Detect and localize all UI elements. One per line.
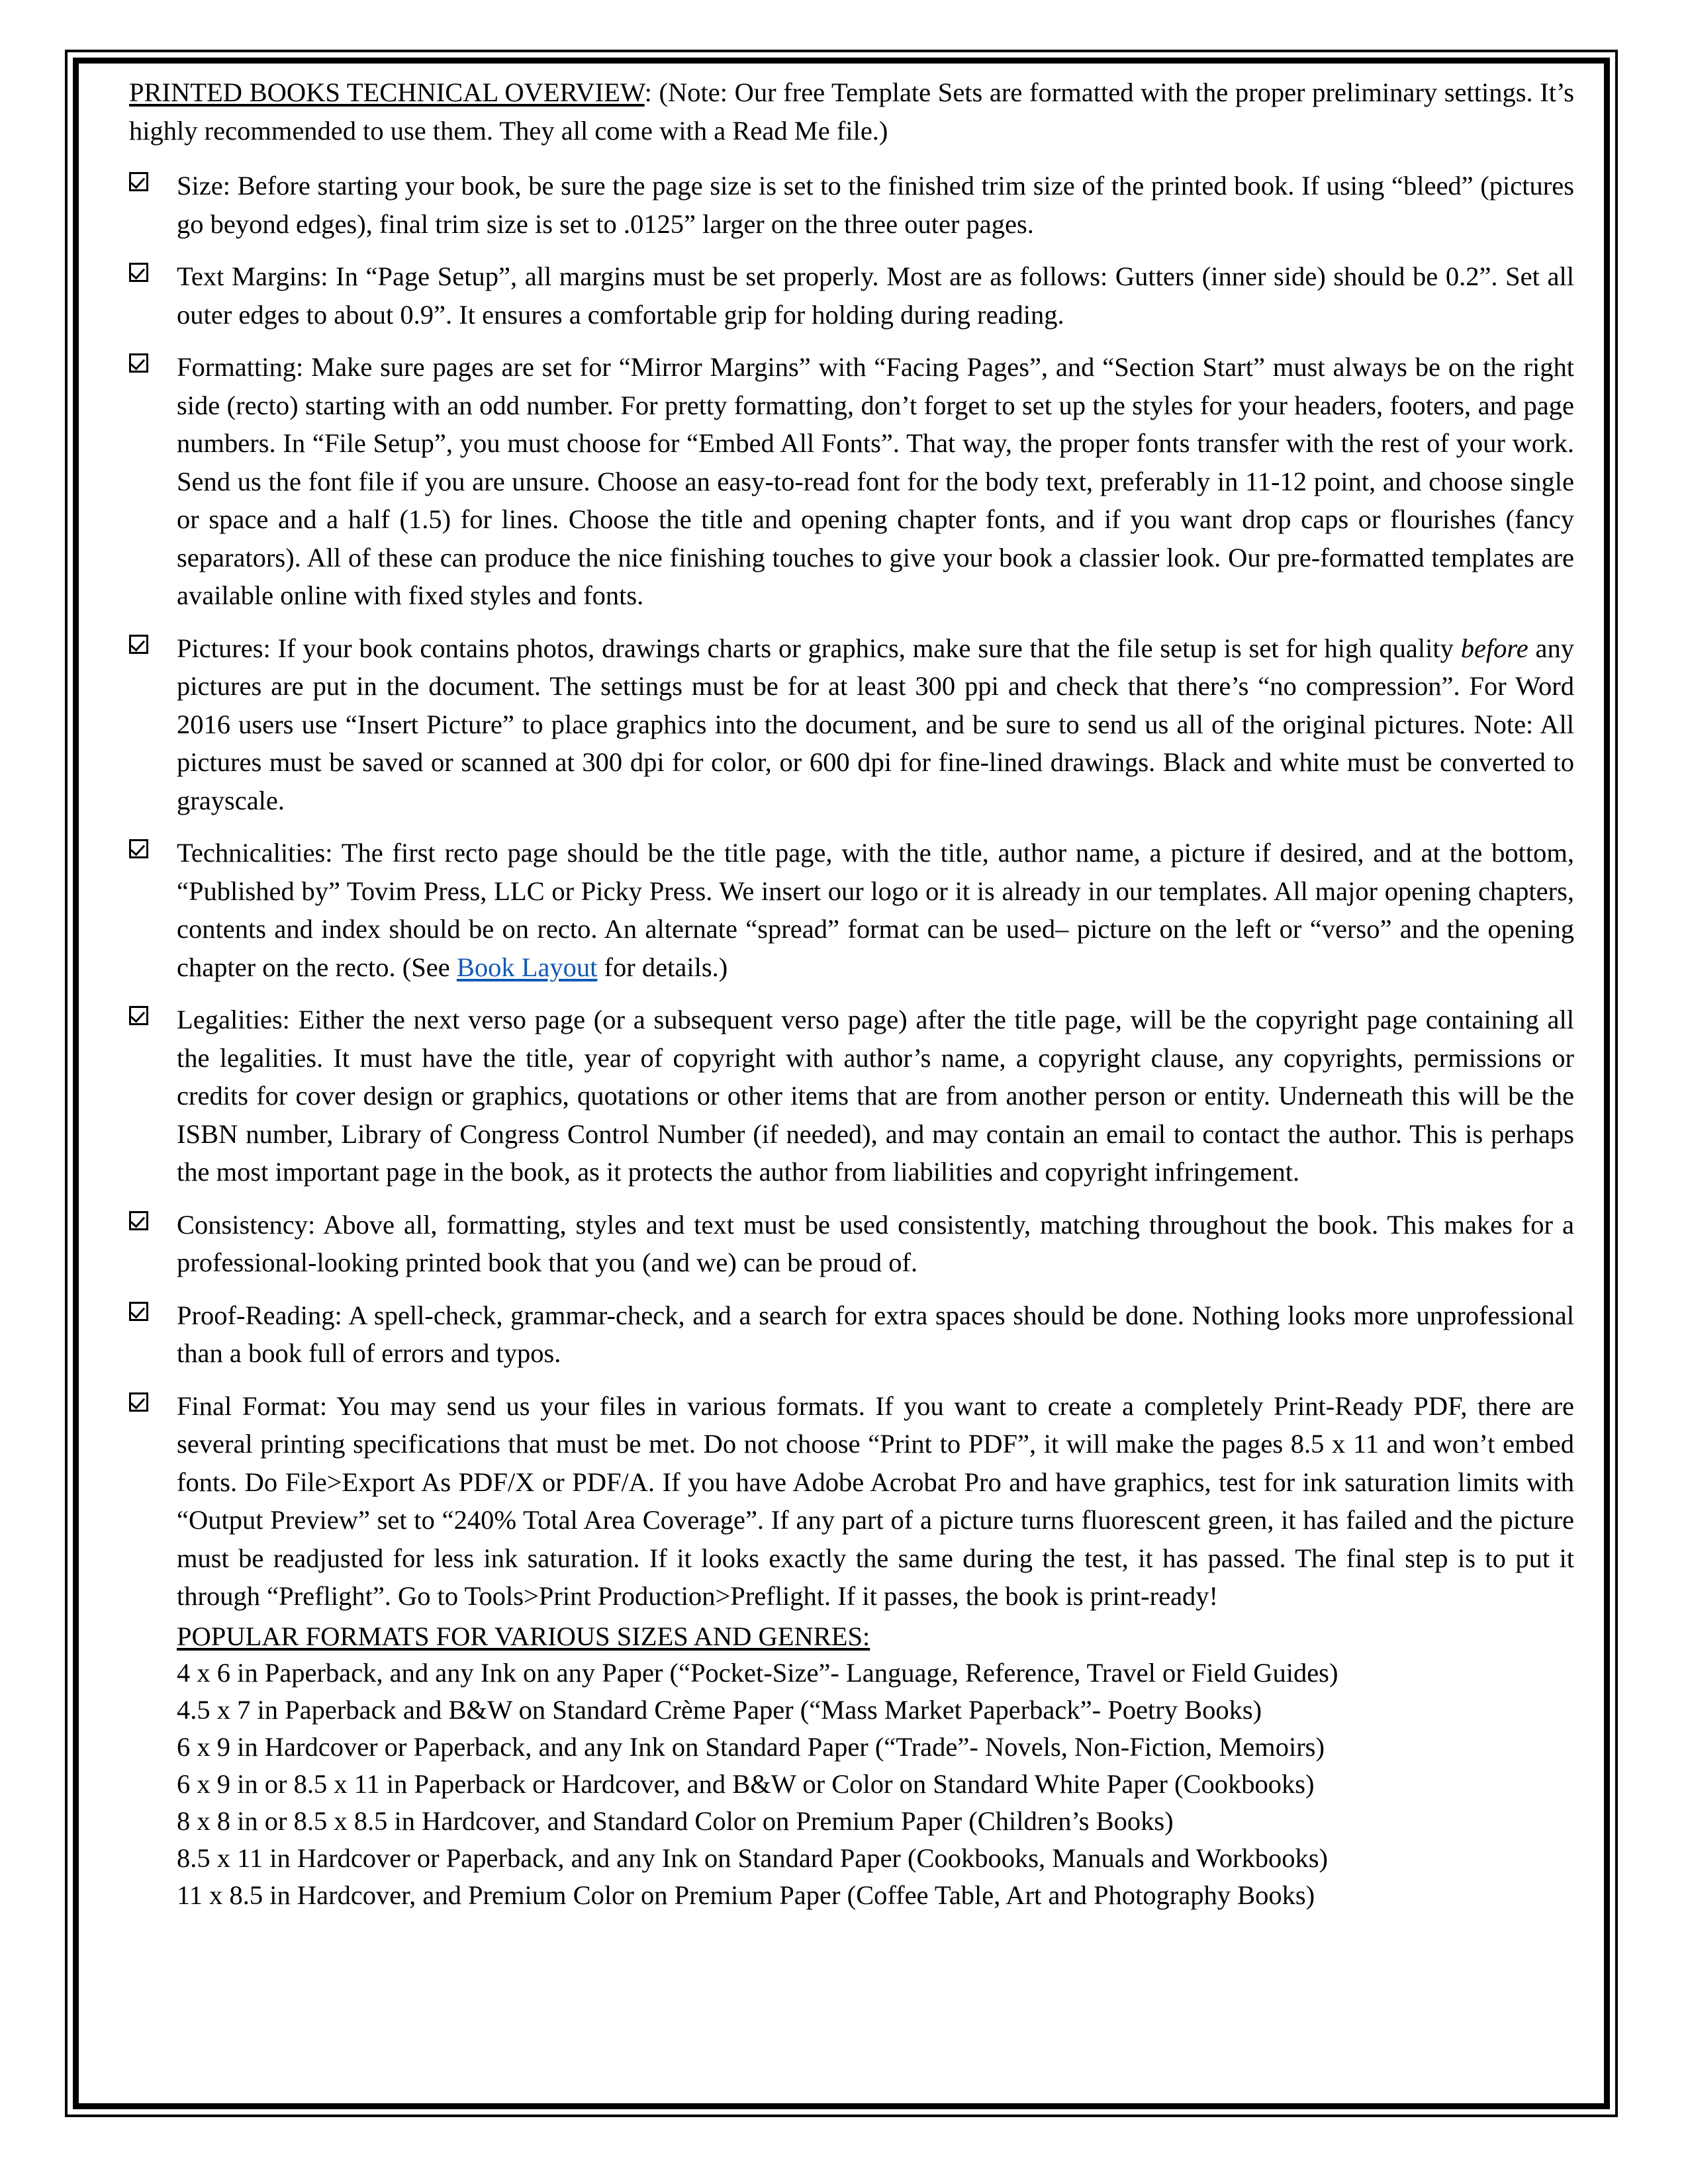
format-list-item: 6 x 9 in or 8.5 x 11 in Paperback or Hardcover, and B&W or Color on Standard White Paper (Cookbooks) — [177, 1768, 1315, 1799]
checklist-item-emphasis: before — [1460, 633, 1528, 663]
checklist-item-size — [129, 167, 1574, 243]
checklist-item-text-after: any pictures are put in the document. The settings must be for at least 300 ppi and check that there’s “no compression”. For Word 2016 users use “Insert Picture” to place graphics into the document, and be sure to send us all of the original pictures. Note: All pictures must be saved or scanned at 300 dpi for color, or 600 dpi for fine-lined drawings. Black and white must be converted to grayscale. — [177, 633, 1574, 815]
popular-formats-section — [129, 1618, 1574, 1914]
format-list-item: 4 x 6 in Paperback, and any Ink on any Paper (“Pocket-Size”- Language, Reference, Travel or Field Guides) — [177, 1657, 1338, 1688]
checklist-item-consistency — [129, 1206, 1574, 1282]
checkbox-checked-icon — [129, 839, 148, 858]
checklist-item-text-before: Pictures: If your book contains photos, drawings charts or graphics, make sure that the file setup is set for high quality — [177, 633, 1461, 663]
checkbox-checked-icon — [129, 263, 148, 282]
document-body — [129, 73, 1574, 2108]
book-layout-link[interactable]: Book Layout — [456, 952, 598, 982]
popular-formats-heading: POPULAR FORMATS FOR VARIOUS SIZES AND GENRES: — [177, 1621, 870, 1651]
intro-paragraph — [129, 73, 1574, 150]
checklist-item-text: Formatting: Make sure pages are set for “Mirror Margins” with “Facing Pages”, and “Section Start” must always be on the right side (recto) starting with an odd number. For pretty formatting, don’t forget to set up the styles for your headers, footers, and page numbers. In “File Setup”, you must choose for “Embed All Fonts”. That way, the proper fonts transfer with the rest of your work. Send us the font file if you are unsure. Choose an easy-to-read font for the body text, preferably in 11-12 point, and choose single or space and a half (1.5) for lines. Choose the title and opening chapter fonts, and if you want drop caps or flourishes (fancy separators). All of these can produce the nice finishing touches to give your book a classier look. Our pre-formatted templates are available online with fixed styles and fonts. — [177, 352, 1574, 610]
checklist-item-technicalities — [129, 834, 1574, 986]
format-list-item: 6 x 9 in Hardcover or Paperback, and any Ink on Standard Paper (“Trade”- Novels, Non-Fiction, Memoirs) — [177, 1731, 1325, 1762]
checkbox-checked-icon — [129, 635, 148, 654]
page-border-outer — [65, 50, 1618, 2117]
checklist-item-final-format — [129, 1387, 1574, 1615]
checkbox-checked-icon — [129, 1006, 148, 1025]
checkbox-checked-icon — [129, 1392, 148, 1412]
format-list-item: 4.5 x 7 in Paperback and B&W on Standard Crème Paper (“Mass Market Paperback”- Poetry Books) — [177, 1694, 1262, 1725]
checklist-item-proof-reading — [129, 1297, 1574, 1373]
checkbox-checked-icon — [129, 172, 148, 191]
checklist-item-text: Consistency: Above all, formatting, styles and text must be used consistently, matching throughout the book. This makes for a professional-looking printed book that you (and we) can be proud of. — [177, 1209, 1574, 1277]
intro-body: : (Note: Our free Template Sets are formatted with the proper preliminary settings. It’s highly recommended to use them. They all come with a Read Me file.) — [129, 77, 1574, 146]
checkbox-checked-icon — [129, 1302, 148, 1321]
checklist-item-text-after: for details.) — [597, 952, 728, 982]
format-list-item: 8.5 x 11 in Hardcover or Paperback, and any Ink on Standard Paper (Cookbooks, Manuals and Workbooks) — [177, 1843, 1328, 1873]
checklist-item-formatting — [129, 348, 1574, 615]
checklist-item-text-margins — [129, 257, 1574, 334]
intro-heading: PRINTED BOOKS TECHNICAL OVERVIEW — [129, 77, 645, 107]
checklist-item-text: Text Margins: In “Page Setup”, all margins must be set properly. Most are as follows: Gutters (inner side) should be 0.2”. Set all outer edges to about 0.9”. It ensures a comfortable grip for holding during reading. — [177, 261, 1574, 330]
checklist-item-text: Legalities: Either the next verso page (or a subsequent verso page) after the title page, will be the copyright page containing all the legalities. It must have the title, year of copyright with author’s name, a copyright clause, any copyrights, permissions or credits for cover design or graphics, quotations or other items that are from another person or entity. Underneath this will be the ISBN number, Library of Congress Control Number (if needed), and may contain an email to contact the author. This is perhaps the most important page in the book, as it protects the author from liabilities and copyright infringement. — [177, 1005, 1574, 1187]
checkbox-checked-icon — [129, 353, 148, 373]
checklist-item-text: Proof-Reading: A spell-check, grammar-check, and a search for extra spaces should be done. Nothing looks more unprofessional than a book full of errors and typos. — [177, 1300, 1574, 1368]
checklist-item-legalities — [129, 1001, 1574, 1191]
format-list-item: 11 x 8.5 in Hardcover, and Premium Color on Premium Paper (Coffee Table, Art and Photography Books) — [177, 1880, 1315, 1910]
checklist-item-text: Size: Before starting your book, be sure the page size is set to the finished trim size of the printed book. If using “bleed” (pictures go beyond edges), final trim size is set to .0125” larger on the three outer pages. — [177, 171, 1574, 239]
checklist-item-text-before: Technicalities: The first recto page should be the title page, with the title, author name, a picture if desired, and at the bottom, “Published by” Tovim Press, LLC or Picky Press. We insert our logo or it is already in our templates. All major opening chapters, contents and index should be on recto. An alternate “spread” format can be used– picture on the left or “verso” and the opening chapter on the recto. (See — [177, 838, 1574, 982]
popular-formats-list — [177, 1655, 1574, 1914]
checklist-item-text: Final Format: You may send us your files in various formats. If you want to create a completely Print-Ready PDF, there are several printing specifications that must be met. Do not choose “Print to PDF”, it will make the pages 8.5 x 11 and won’t embed fonts. Do File>Export As PDF/X or PDF/A. If you have Adobe Acrobat Pro and have graphics, test for ink saturation limits with “Output Preview” set to “240% Total Area Coverage”. If any part of a picture turns fluorescent green, it has failed and the picture must be readjusted for less ink saturation. If it looks exactly the same during the test, it has passed. The final step is to put it through “Preflight”. Go to Tools>Print Production>Preflight. If it passes, the book is print-ready! — [177, 1390, 1574, 1611]
checklist-item-pictures — [129, 629, 1574, 820]
checkbox-checked-icon — [129, 1211, 148, 1230]
format-list-item: 8 x 8 in or 8.5 x 8.5 in Hardcover, and Standard Color on Premium Paper (Children’s Books) — [177, 1805, 1174, 1836]
